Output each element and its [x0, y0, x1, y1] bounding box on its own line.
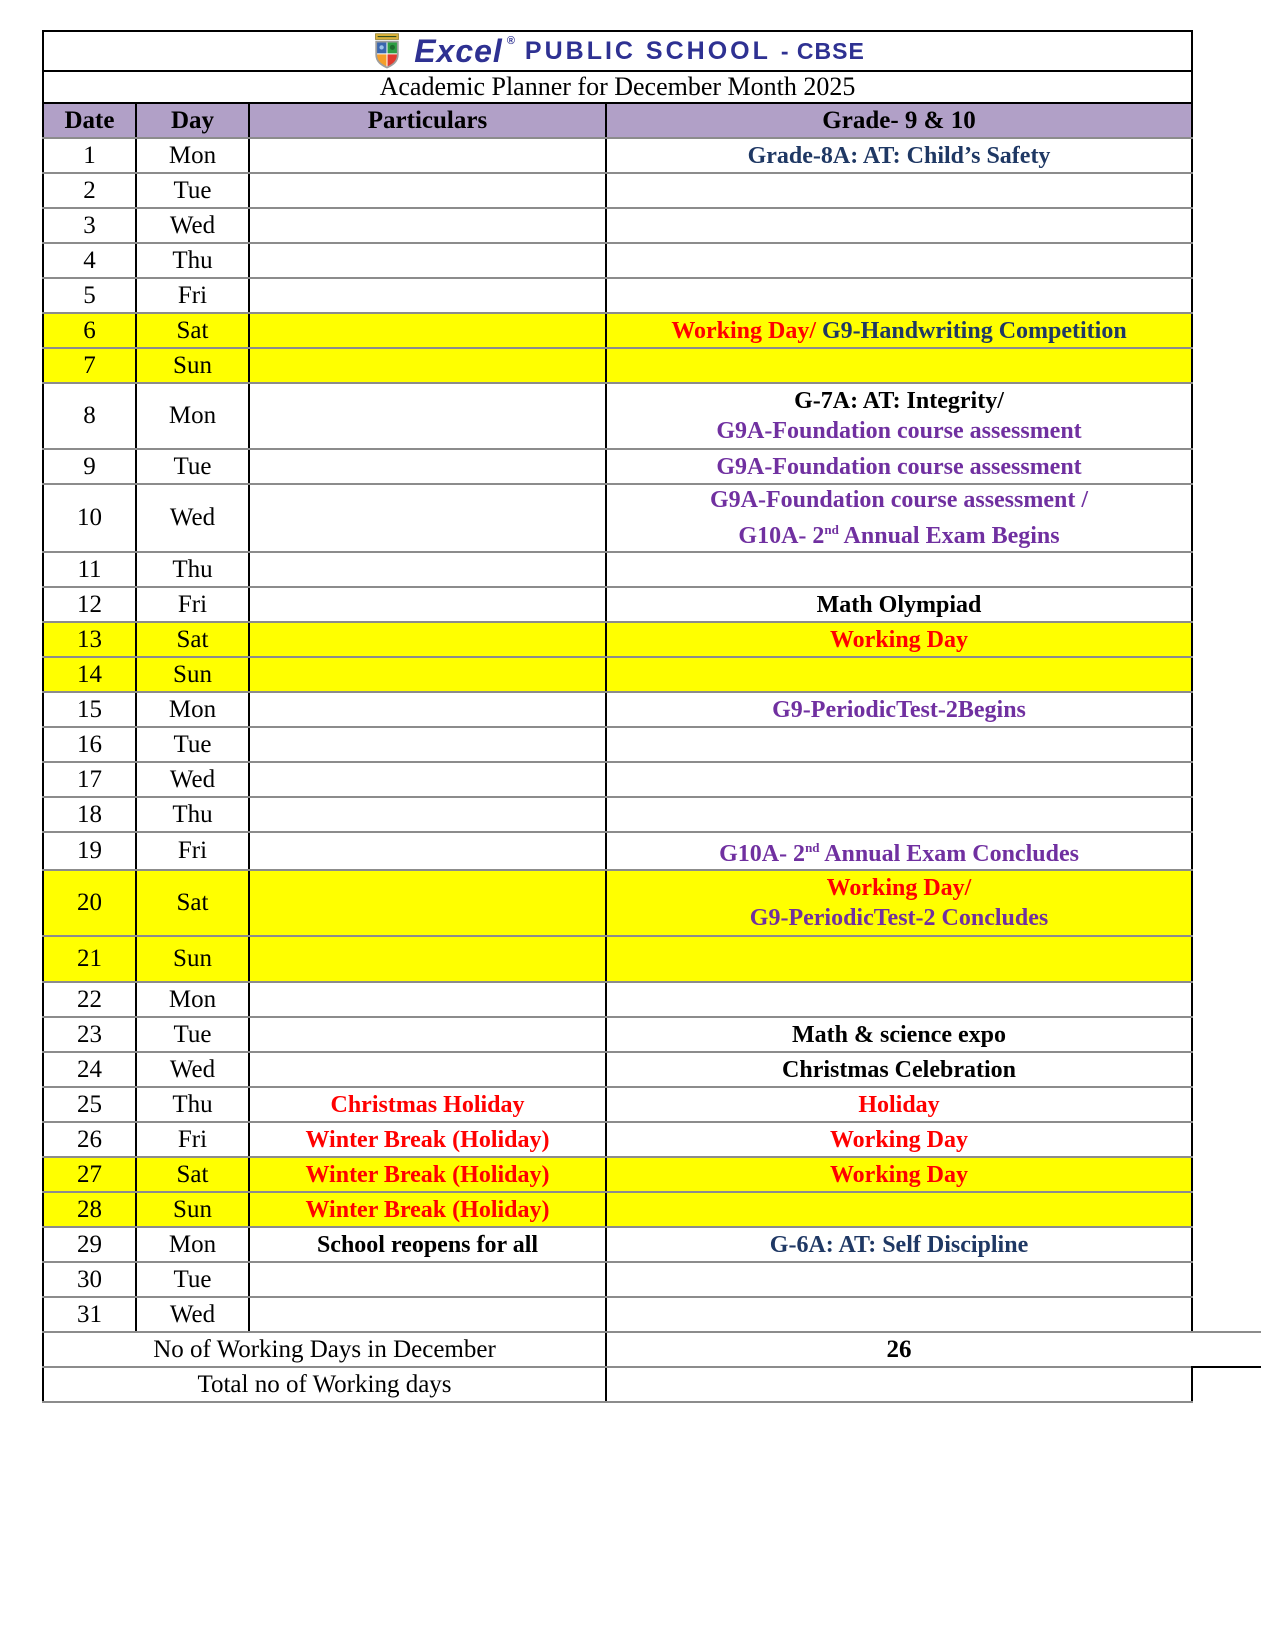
- grade-cell: [606, 727, 1192, 762]
- planner-table: [42, 30, 1193, 1403]
- particulars-cell: [249, 1227, 606, 1262]
- event-text-run: Working Day: [829, 626, 969, 653]
- day-row: [43, 587, 1192, 622]
- school-name-excel: Excel: [414, 33, 503, 69]
- day-row: [43, 936, 1192, 982]
- grade-cell: [606, 1052, 1192, 1087]
- event-text-run: G9-PeriodicTest-2 Concludes: [749, 905, 1049, 931]
- particulars-cell: [249, 982, 606, 1017]
- event-line: [254, 1230, 601, 1260]
- event-line: [611, 1090, 1187, 1120]
- day-cell: Thu: [136, 797, 249, 832]
- event-line: [254, 1195, 601, 1225]
- working-days-december-label: No of Working Days in December: [43, 1332, 606, 1367]
- col-header-particulars: Particulars: [249, 103, 606, 138]
- day-cell: Sun: [136, 657, 249, 692]
- grade-cell: [606, 1262, 1192, 1297]
- particulars-cell: [249, 138, 606, 173]
- event-line: [611, 1230, 1187, 1260]
- grade-cell: [606, 138, 1192, 173]
- event-text-run: G10A- 2: [738, 523, 825, 549]
- grade-cell: [606, 1297, 1192, 1332]
- date-cell: 29: [43, 1227, 136, 1262]
- day-row: [43, 138, 1192, 173]
- date-cell: 9: [43, 449, 136, 484]
- day-row: [43, 313, 1192, 348]
- event-line: [611, 141, 1187, 171]
- day-row: [43, 727, 1192, 762]
- day-cell: Fri: [136, 832, 249, 870]
- day-row: [43, 208, 1192, 243]
- date-cell: 19: [43, 832, 136, 870]
- event-text-run: Annual Exam Concludes: [819, 841, 1079, 867]
- day-row: [43, 1157, 1192, 1192]
- day-cell: Sat: [136, 1157, 249, 1192]
- event-line: [611, 590, 1187, 620]
- day-cell: Tue: [136, 173, 249, 208]
- particulars-cell: [249, 870, 606, 936]
- day-row: [43, 657, 1192, 692]
- bottom-right-extra-cell: [1191, 1331, 1261, 1368]
- day-row: [43, 243, 1192, 278]
- day-cell: Mon: [136, 982, 249, 1017]
- particulars-cell: [249, 208, 606, 243]
- grade-cell: [606, 1087, 1192, 1122]
- day-cell: Wed: [136, 208, 249, 243]
- date-cell: 2: [43, 173, 136, 208]
- col-header-date: Date: [43, 103, 136, 138]
- grade-cell: [606, 552, 1192, 587]
- event-text-run: G-7A: AT: Integrity/: [794, 388, 1004, 414]
- particulars-cell: [249, 587, 606, 622]
- day-cell: Sat: [136, 870, 249, 936]
- event-text-run: G9A-Foundation course assessment: [716, 418, 1082, 444]
- grade-cell: [606, 587, 1192, 622]
- particulars-cell: [249, 1262, 606, 1297]
- date-cell: 12: [43, 587, 136, 622]
- particulars-cell: [249, 1017, 606, 1052]
- grade-cell: [606, 348, 1192, 383]
- day-cell: Tue: [136, 1017, 249, 1052]
- event-line: [611, 873, 1187, 903]
- grade-cell: [606, 1227, 1192, 1262]
- day-row: [43, 278, 1192, 313]
- event-text-run: Math & science expo: [792, 1021, 1006, 1048]
- column-header-row: [43, 103, 1192, 138]
- event-text-run: nd: [824, 522, 839, 537]
- event-text-run: G10A- 2: [719, 841, 806, 867]
- event-line: [611, 1055, 1187, 1085]
- day-row: [43, 1017, 1192, 1052]
- grade-cell: [606, 313, 1192, 348]
- day-row: [43, 832, 1192, 870]
- date-cell: 20: [43, 870, 136, 936]
- date-cell: 1: [43, 138, 136, 173]
- day-cell: Sun: [136, 348, 249, 383]
- grade-cell: [606, 657, 1192, 692]
- day-row: [43, 348, 1192, 383]
- day-row: [43, 449, 1192, 484]
- event-line: [611, 515, 1187, 551]
- event-line: [611, 1125, 1187, 1155]
- date-cell: 23: [43, 1017, 136, 1052]
- day-cell: Wed: [136, 1297, 249, 1332]
- particulars-cell: [249, 762, 606, 797]
- day-cell: Thu: [136, 243, 249, 278]
- grade-cell: [606, 1157, 1192, 1192]
- event-text-run: nd: [805, 840, 820, 855]
- day-row: [43, 1052, 1192, 1087]
- event-line: [254, 1090, 601, 1120]
- event-line: [254, 1160, 601, 1190]
- day-cell: Fri: [136, 1122, 249, 1157]
- event-line: [611, 386, 1187, 416]
- event-line: [254, 1125, 601, 1155]
- particulars-cell: [249, 1297, 606, 1332]
- summary-row: [43, 1367, 1192, 1402]
- date-cell: 31: [43, 1297, 136, 1332]
- grade-cell: [606, 692, 1192, 727]
- event-text-run: Winter Break (Holiday): [305, 1126, 550, 1153]
- particulars-cell: [249, 449, 606, 484]
- particulars-cell: [249, 383, 606, 449]
- particulars-cell: [249, 552, 606, 587]
- day-row: [43, 383, 1192, 449]
- date-cell: 4: [43, 243, 136, 278]
- day-row: [43, 173, 1192, 208]
- day-cell: Mon: [136, 1227, 249, 1262]
- event-line: [611, 695, 1187, 725]
- particulars-cell: [249, 1157, 606, 1192]
- date-cell: 8: [43, 383, 136, 449]
- day-cell: Sat: [136, 313, 249, 348]
- particulars-cell: [249, 1122, 606, 1157]
- day-cell: Wed: [136, 1052, 249, 1087]
- registered-mark: ®: [506, 35, 515, 47]
- event-text-run: Working Day: [829, 1126, 969, 1153]
- day-row: [43, 622, 1192, 657]
- event-line: [611, 485, 1187, 515]
- event-text-run: Winter Break (Holiday): [305, 1161, 550, 1188]
- date-cell: 6: [43, 313, 136, 348]
- day-cell: Fri: [136, 278, 249, 313]
- grade-cell: [606, 173, 1192, 208]
- day-row: [43, 1192, 1192, 1227]
- event-text-run: Annual Exam Begins: [838, 523, 1060, 549]
- day-row: [43, 870, 1192, 936]
- event-line: [611, 1160, 1187, 1190]
- day-row: [43, 762, 1192, 797]
- date-cell: 24: [43, 1052, 136, 1087]
- day-row: [43, 797, 1192, 832]
- event-text-run: G9-Handwriting Competition: [822, 317, 1127, 344]
- grade-cell: [606, 383, 1192, 449]
- date-cell: 16: [43, 727, 136, 762]
- particulars-cell: [249, 657, 606, 692]
- day-row: [43, 982, 1192, 1017]
- date-cell: 15: [43, 692, 136, 727]
- date-cell: 10: [43, 484, 136, 552]
- day-cell: Tue: [136, 727, 249, 762]
- school-header-row: [43, 31, 1192, 71]
- particulars-cell: [249, 484, 606, 552]
- particulars-cell: [249, 692, 606, 727]
- day-row: [43, 552, 1192, 587]
- school-logo-line: [48, 33, 1187, 69]
- event-line: [611, 316, 1187, 346]
- particulars-cell: [249, 278, 606, 313]
- event-text-run: Holiday: [858, 1091, 940, 1118]
- total-working-days-label: Total no of Working days: [43, 1367, 606, 1402]
- date-cell: 5: [43, 278, 136, 313]
- title-row: [43, 71, 1192, 103]
- particulars-cell: [249, 1052, 606, 1087]
- grade-cell: [606, 762, 1192, 797]
- grade-cell: [606, 870, 1192, 936]
- particulars-cell: [249, 727, 606, 762]
- day-cell: Tue: [136, 1262, 249, 1297]
- grade-cell: [606, 243, 1192, 278]
- particulars-cell: [249, 173, 606, 208]
- date-cell: 17: [43, 762, 136, 797]
- grade-cell: [606, 982, 1192, 1017]
- grade-cell: [606, 832, 1192, 870]
- day-cell: Mon: [136, 692, 249, 727]
- event-line: [611, 625, 1187, 655]
- event-text-run: Christmas Celebration: [782, 1056, 1016, 1083]
- date-cell: 14: [43, 657, 136, 692]
- day-cell: Sun: [136, 1192, 249, 1227]
- grade-cell: [606, 1192, 1192, 1227]
- date-cell: 27: [43, 1157, 136, 1192]
- event-text-run: G9A-Foundation course assessment /: [710, 487, 1089, 513]
- day-row: [43, 484, 1192, 552]
- grade-cell: [606, 278, 1192, 313]
- day-cell: Thu: [136, 1087, 249, 1122]
- event-text-run: G9-PeriodicTest-2Begins: [772, 696, 1026, 723]
- col-header-grade: Grade- 9 & 10: [606, 103, 1192, 138]
- school-name-suffix: - CBSE: [780, 37, 865, 64]
- date-cell: 11: [43, 552, 136, 587]
- date-cell: 22: [43, 982, 136, 1017]
- date-cell: 26: [43, 1122, 136, 1157]
- day-cell: Thu: [136, 552, 249, 587]
- grade-cell: [606, 936, 1192, 982]
- school-name: PUBLIC SCHOOL: [524, 36, 771, 65]
- day-cell: Sat: [136, 622, 249, 657]
- event-text-run: Christmas Holiday: [330, 1091, 525, 1118]
- event-line: [611, 452, 1187, 482]
- particulars-cell: [249, 622, 606, 657]
- summary-row: [43, 1332, 1192, 1367]
- day-row: [43, 1227, 1192, 1262]
- event-line: [611, 833, 1187, 869]
- date-cell: 18: [43, 797, 136, 832]
- day-cell: Mon: [136, 138, 249, 173]
- event-text-run: Grade-8A: AT: Child’s Safety: [747, 142, 1051, 169]
- event-line: [611, 1020, 1187, 1050]
- total-working-days-value: [606, 1367, 1192, 1402]
- date-cell: 7: [43, 348, 136, 383]
- particulars-cell: [249, 313, 606, 348]
- event-text-run: Working Day: [829, 1161, 969, 1188]
- event-text-run: G-6A: AT: Self Discipline: [769, 1231, 1029, 1258]
- event-text-run: Working Day/: [671, 317, 823, 344]
- event-text-run: G9A-Foundation course assessment: [716, 453, 1082, 480]
- date-cell: 25: [43, 1087, 136, 1122]
- particulars-cell: [249, 1192, 606, 1227]
- date-cell: 30: [43, 1262, 136, 1297]
- col-header-day: Day: [136, 103, 249, 138]
- grade-cell: [606, 622, 1192, 657]
- grade-cell: [606, 1017, 1192, 1052]
- day-row: [43, 1087, 1192, 1122]
- day-cell: Tue: [136, 449, 249, 484]
- date-cell: 3: [43, 208, 136, 243]
- day-cell: Wed: [136, 762, 249, 797]
- grade-cell: [606, 797, 1192, 832]
- day-cell: Fri: [136, 587, 249, 622]
- day-row: [43, 1297, 1192, 1332]
- date-cell: 13: [43, 622, 136, 657]
- grade-cell: [606, 208, 1192, 243]
- event-text-run: Winter Break (Holiday): [305, 1196, 550, 1223]
- date-cell: 28: [43, 1192, 136, 1227]
- school-shield-icon: [370, 33, 404, 69]
- day-row: [43, 692, 1192, 727]
- particulars-cell: [249, 348, 606, 383]
- particulars-cell: [249, 1087, 606, 1122]
- working-days-december-value: 26: [606, 1332, 1192, 1367]
- day-row: [43, 1122, 1192, 1157]
- day-cell: Sun: [136, 936, 249, 982]
- planner-title: Academic Planner for December Month 2025: [43, 71, 1192, 103]
- event-line: [611, 903, 1187, 933]
- grade-cell: [606, 1122, 1192, 1157]
- day-cell: Mon: [136, 383, 249, 449]
- particulars-cell: [249, 832, 606, 870]
- date-cell: 21: [43, 936, 136, 982]
- event-text-run: Math Olympiad: [816, 591, 982, 618]
- grade-cell: [606, 449, 1192, 484]
- particulars-cell: [249, 243, 606, 278]
- day-cell: Wed: [136, 484, 249, 552]
- particulars-cell: [249, 797, 606, 832]
- event-line: [611, 416, 1187, 446]
- grade-cell: [606, 484, 1192, 552]
- particulars-cell: [249, 936, 606, 982]
- event-text-run: School reopens for all: [316, 1231, 539, 1258]
- day-row: [43, 1262, 1192, 1297]
- event-text-run: Working Day/: [826, 875, 972, 901]
